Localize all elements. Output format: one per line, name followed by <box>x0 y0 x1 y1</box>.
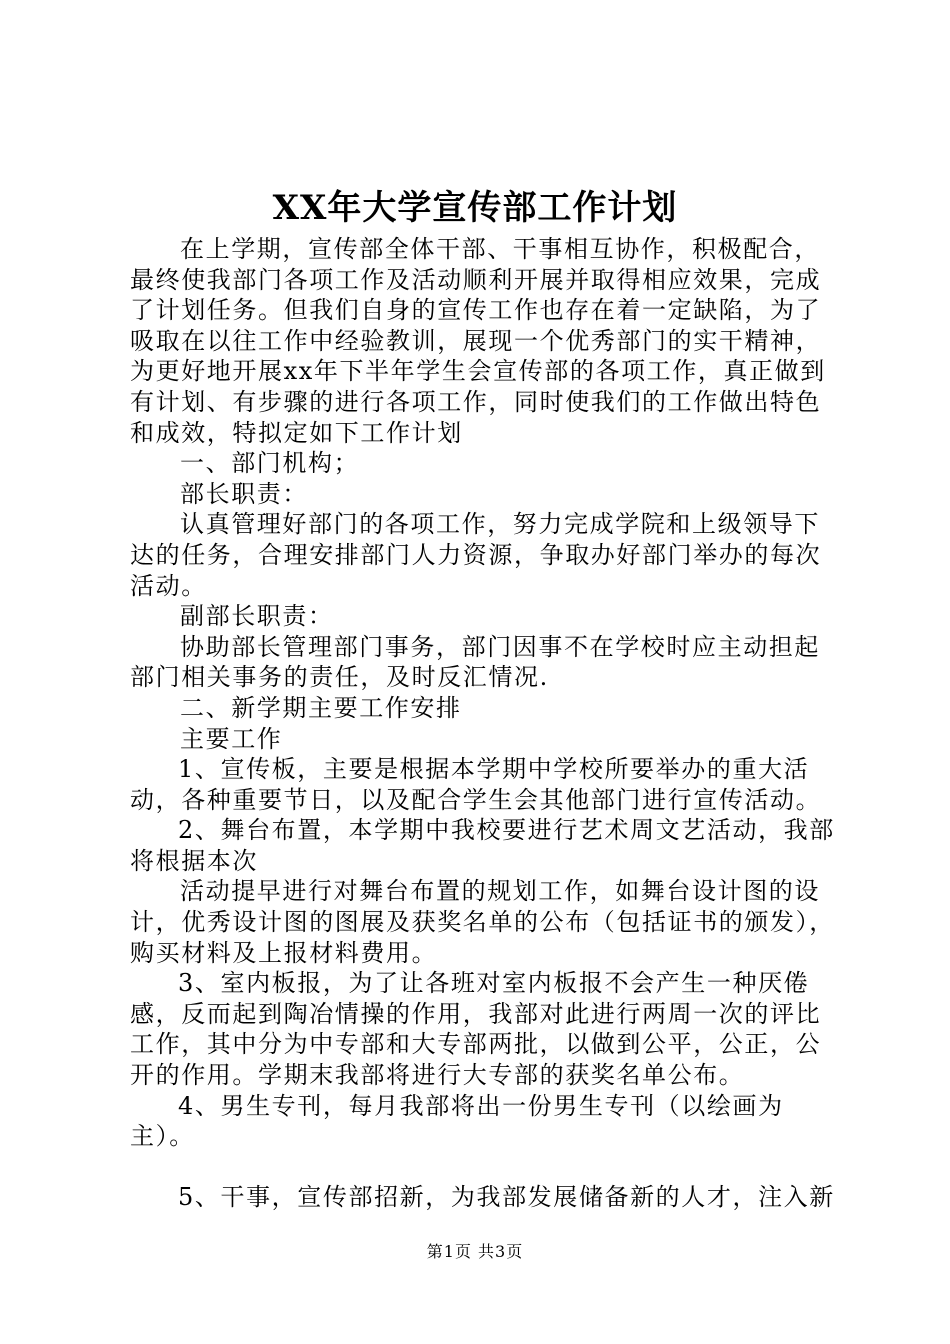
section-heading-work-plan: 二、新学期主要工作安排 <box>180 693 462 722</box>
subheading-vice-minister-duties: 副部长职责： <box>180 602 334 631</box>
work-item-1: 1、宣传板，主要是根据本学期中学校所要举办的重大活动，各种重要节日，以及配合学生会其他部门进行宣传活动。 <box>130 755 822 814</box>
subheading-minister-duties: 部长职责： <box>180 479 308 508</box>
vice-minister-duties-paragraph: 协助部长管理部门事务，部门因事不在学校时应主动担起部门相关事务的责任，及时反汇情况. <box>130 632 820 692</box>
minister-duties-paragraph: 认真管理好部门的各项工作，努力完成学院和上级领导下达的任务，合理安排部门人力资源，争取办好部门举办的每次活动。 <box>130 510 822 600</box>
work-item-2-continued: 活动提早进行对舞台布置的规划工作，如舞台设计图的设计，优秀设计图的图展及获奖名单的公布（包括证书的颁发），购买材料及上报材料费用。 <box>130 877 835 967</box>
work-item-3: 3、室内板报，为了让各班对室内板报不会产生一种厌倦感，反而起到陶冶情操的作用，我部对此进行两周一次的评比工作，其中分为中专部和大专部两批，以做到公平，公正，公开的作用。学期末我部将进行大专部的获奖名单公布。 <box>130 969 822 1090</box>
work-item-2: 2、舞台布置，本学期中我校要进行艺术周文艺活动，我部将根据本次 <box>130 816 835 875</box>
page-number-footer: 第1页 共3页 <box>426 1242 524 1261</box>
section-heading-department: 一、部门机构； <box>180 449 360 478</box>
document-body <box>130 234 835 1212</box>
subheading-main-work: 主要工作 <box>180 724 283 753</box>
work-item-4: 4、男生专刊，每月我部将出一份男生专刊（以绘画为主）。 <box>130 1091 784 1151</box>
intro-paragraph: 在上学期，宣传部全体干部、干事相互协作，积极配合，最终使我部门各项工作及活动顺利开展并取得相应效果，完成了计划任务。但我们自身的宣传工作也存在着一定缺陷，为了吸取在以往工作中经验教训，展现一个优秀部门的实干精神，为更好地开展xx年下半年学生会宣传部的各项工作，真正做到有计划、有步骤的进行各项工作，同时使我们的工作做出特色和成效，特拟定如下工作计划 <box>130 235 826 447</box>
document-title: XX年大学宣传部工作计划 <box>272 188 678 228</box>
work-item-5: 5、干事，宣传部招新，为我部发展储备新的人才，注入新 <box>178 1182 835 1211</box>
